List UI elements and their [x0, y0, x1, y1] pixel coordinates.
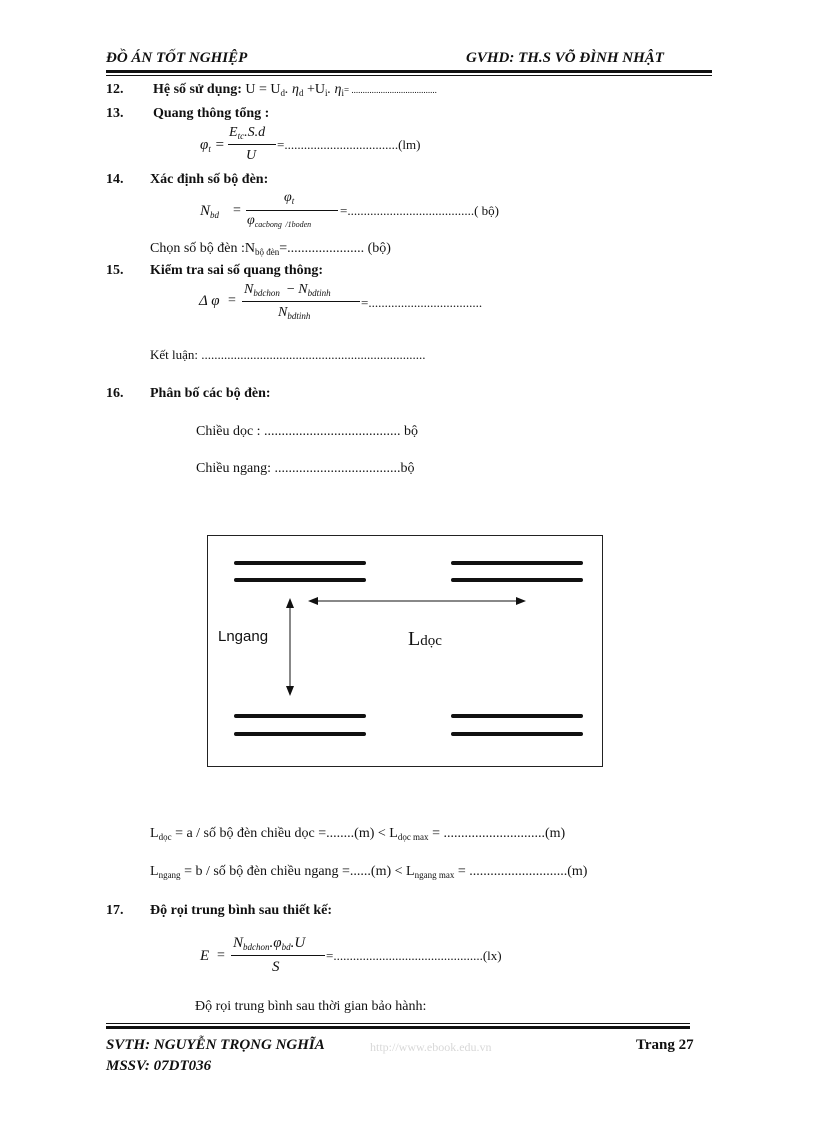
ldoc-sub2: dọc max: [397, 832, 429, 842]
s14-lhs: [200, 203, 219, 220]
label-lngang: Lngang: [218, 628, 269, 645]
s15-n1-sub: bdchon: [253, 288, 280, 298]
s13-phi: φ: [200, 137, 209, 153]
s17-eq: =: [217, 948, 225, 963]
s12-result: = ......................................: [344, 85, 437, 95]
s17-mid: .φ: [269, 935, 282, 951]
s17-result-text: =..............................................(lx): [326, 948, 502, 963]
s15-result: [361, 295, 482, 312]
lngang-l: L: [150, 864, 159, 879]
s17-n: N: [233, 935, 244, 951]
s15-minus: −: [286, 282, 295, 297]
lngang-sub2: ngang max: [414, 870, 455, 880]
section-14-number: 14.: [106, 172, 124, 187]
header-right: GVHD: TH.S VÕ ĐÌNH NHẬT: [466, 50, 664, 66]
section-14-title: Xác định số bộ đèn:: [150, 172, 269, 187]
ldoc-text: = a / số bộ đèn chiều dọc =........(m) < L: [175, 826, 398, 841]
s13-e: E: [229, 125, 238, 140]
s13-fraction-bar: [228, 144, 276, 145]
s14-fraction-bar: [246, 210, 338, 211]
s14-result-text: =.......................................( bộ): [340, 203, 499, 218]
s12-eta2: . η: [327, 82, 342, 97]
section-17-title: Độ rọi trung bình sau thiết kế:: [150, 903, 333, 918]
s13-e-sub: tc: [237, 131, 245, 141]
ldoc-sub: dọc: [158, 832, 172, 842]
header-rule-thick: [106, 70, 712, 73]
s17-mid-sub: bd: [281, 942, 291, 952]
footer-mssv: MSSV: 07DT036: [106, 1058, 212, 1074]
ldoc-end: = .............................(m): [432, 826, 566, 841]
horizontal-arrow: [308, 597, 526, 605]
s12-sub-d2: d: [299, 88, 304, 98]
lngang-end: = ............................(m): [457, 864, 588, 879]
section-17-number: 17.: [106, 903, 124, 918]
s15-den-sub: bdtinh: [287, 311, 311, 321]
s15-n2: N: [298, 282, 308, 297]
label-ldoc-l: L: [408, 628, 421, 650]
section-13-title: Quang thông tổng :: [153, 106, 270, 121]
label-ldoc: [408, 628, 442, 651]
s14-den-sub: cacbong: [254, 220, 282, 229]
s17-n-sub: bdchon: [243, 942, 270, 952]
s14-choose-sub: bộ đèn: [255, 247, 280, 257]
s15-n1: N: [244, 282, 254, 297]
section-13-number: 13.: [106, 106, 124, 121]
s14-n: N: [200, 203, 211, 219]
section-16-number: 16.: [106, 386, 124, 401]
s15-conclusion: Kết luận: .....................................................................: [150, 347, 426, 362]
s13-result: [277, 137, 420, 154]
s12-sub-i2: i: [341, 88, 344, 98]
section-15-title: Kiểm tra sai số quang thông:: [150, 263, 324, 278]
s14-choose-rest: =...................... (bộ): [279, 241, 391, 256]
s15-fraction-bar: [242, 301, 360, 302]
s14-n-sub: bd: [210, 210, 220, 220]
footer-rule-thin: [106, 1023, 690, 1024]
section-12-line: [153, 82, 437, 98]
s14-choose-text: Chọn số bộ đèn :N: [150, 241, 255, 256]
footer-rule-thick: [106, 1026, 690, 1029]
label-ldoc-rest: dọc: [420, 633, 442, 649]
s13-denominator: U: [246, 148, 257, 163]
header-left: ĐỒ ÁN TỐT NGHIỆP: [106, 50, 248, 66]
section-12-title: Hệ số sử dụng:: [153, 82, 242, 97]
s17-tail: .U: [290, 935, 306, 951]
s14-choose: [150, 241, 391, 257]
s17-denominator: S: [272, 959, 280, 975]
s14-den-tail: /1boden: [285, 220, 312, 229]
s16-doc: Chiều dọc : ....................................... bộ: [196, 424, 419, 439]
s17-fraction-bar: [231, 955, 325, 956]
s17-note: Độ rọi trung bình sau thời gian bảo hành:: [195, 999, 427, 1014]
footer-watermark-url: http://www.ebook.edu.vn: [370, 1040, 492, 1054]
section-12-number: 12.: [106, 82, 124, 97]
s12-sub-d: d: [280, 88, 286, 98]
section-16-title: Phân bố các bộ đèn:: [150, 386, 271, 401]
s13-phi-sub: t: [208, 144, 211, 154]
s13-numerator: [229, 125, 265, 141]
section-15-number: 15.: [106, 263, 124, 278]
s14-denominator: [247, 213, 311, 229]
s17-result: [326, 948, 502, 965]
footer-author: SVTH: NGUYỄN TRỌNG NGHĨA: [106, 1037, 325, 1053]
s16-ngang: Chiều ngang: ....................................bộ: [196, 461, 415, 476]
s12-eta1: . η: [285, 82, 299, 97]
s13-lhs: $\varphi_t$ =: [200, 137, 225, 154]
s14-phi: φ: [284, 190, 292, 205]
s14-phi-sub: t: [291, 196, 295, 206]
s15-den-n: N: [278, 305, 288, 320]
page-number: Trang 27: [636, 1037, 694, 1053]
s12-plus: +U: [303, 82, 326, 97]
s13-result-text: =...................................(lm): [277, 137, 421, 152]
s15-numerator: [244, 282, 331, 298]
s14-result: [340, 203, 499, 220]
s15-n2-sub: bdtinh: [307, 288, 331, 298]
s13-num-rest: .S.d: [244, 125, 266, 140]
header-rule-thin: [106, 75, 712, 76]
s14-eq: =: [233, 203, 241, 218]
lngang-formula: [150, 864, 587, 880]
s15-lhs: Δ φ: [199, 293, 220, 309]
vertical-arrow: [286, 598, 294, 696]
ldoc-formula: [150, 826, 565, 842]
s14-numerator: [284, 190, 294, 206]
s12-sub-i: i: [325, 88, 328, 98]
lngang-text: = b / số bộ đèn chiều ngang =......(m) < L: [184, 864, 415, 879]
lamp-layout-diagram: [207, 535, 603, 767]
s15-result-text: =...................................: [361, 295, 483, 310]
s14-den-phi: φ: [247, 213, 255, 228]
lngang-sub: ngang: [158, 870, 181, 880]
s17-lhs: E: [200, 948, 210, 964]
s15-denominator: [278, 305, 310, 321]
s12-formula: U = U: [245, 82, 281, 97]
ldoc-l: L: [150, 826, 159, 841]
s15-eq: =: [228, 293, 236, 308]
diagram-arrows: [208, 536, 602, 766]
s17-numerator: [233, 935, 305, 952]
